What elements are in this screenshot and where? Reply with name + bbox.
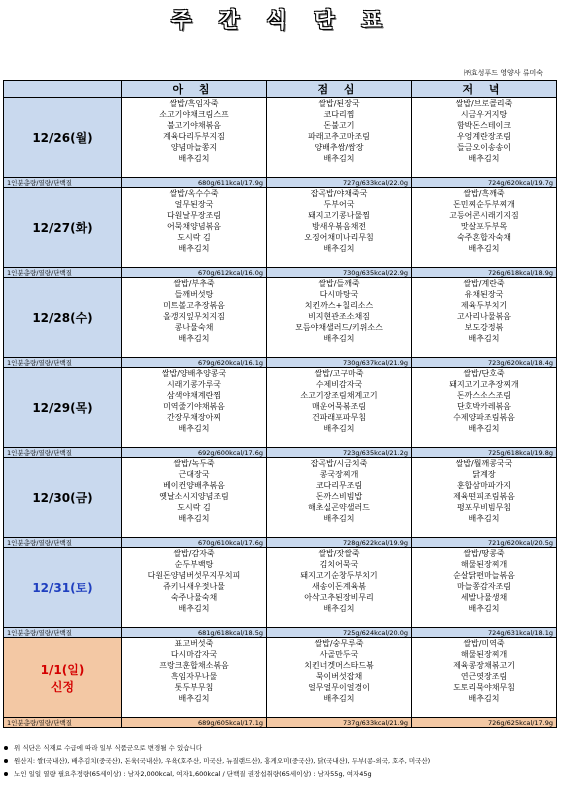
meal-cell-breakfast xyxy=(122,188,267,268)
note-text: 노인 일일 열량 필요추정량(65세이상) : 남자2,000kcal, 여자1,600kcal / 단백질 권장섭취량(65세이상) : 남자55g, 여자45g xyxy=(14,770,372,778)
note-line xyxy=(4,755,559,768)
menu-item: 배추김치 xyxy=(323,244,355,253)
menu-item: 올갱지잎무치지짐 xyxy=(163,312,225,321)
menu-item: 제육두부치기 xyxy=(460,301,508,310)
menu-item: 잡곡밥/시금치죽 xyxy=(310,459,368,468)
menu-item: 돈까스소스조림 xyxy=(456,391,512,400)
date-cell xyxy=(4,458,122,538)
nutrition-value: 724g/631kcal/18.1g xyxy=(412,628,557,638)
nutrition-value: 728g/622kcal/19.9g xyxy=(267,538,412,548)
nutrition-label: 1인분총량/열량/단백질 xyxy=(4,358,122,368)
nutrition-value: 730g/637kcal/21.9g xyxy=(267,358,412,368)
menu-item: 배추김치 xyxy=(323,424,355,433)
menu-item: 배추김치 xyxy=(468,604,500,613)
menu-item: 닭계장 xyxy=(472,470,496,479)
menu-item: 해물된장찌개 xyxy=(460,650,508,659)
menu-item: 소고기장조림채계고기 xyxy=(300,391,378,400)
meal-cell-lunch xyxy=(267,98,412,178)
menu-item: 잡곡밥/야채죽국 xyxy=(310,189,368,198)
menu-item: 흑임자무나물 xyxy=(170,672,218,681)
menu-item: 쌀밥/감자죽 xyxy=(173,549,215,558)
meal-cell-dinner xyxy=(412,188,557,268)
date-label: 12/28(수) xyxy=(32,311,93,325)
note-text: 위 식단은 식재료 수급에 따라 일부 식품군으로 변경될 수 있습니다 xyxy=(14,744,203,752)
nutrition-value: 726g/625kcal/17.9g xyxy=(412,718,557,728)
menu-item: 얼무된장국 xyxy=(174,200,214,209)
menu-item: 간장무채장아찌 xyxy=(166,413,222,422)
menu-item: 옛날소시지양념조림 xyxy=(159,492,229,501)
menu-item: 연근엿장조림 xyxy=(460,672,508,681)
menu-item: 베이컨양배추볶음 xyxy=(163,481,225,490)
nutrition-value: 679g/620kcal/16.1g xyxy=(122,358,267,368)
menu-item: 해물된장찌개 xyxy=(460,560,508,569)
nutrition-value: 727g/633kcal/22.0g xyxy=(267,178,412,188)
date-label: 12/26(월) xyxy=(32,131,93,145)
nutrition-value: 724g/620kcal/19.7g xyxy=(412,178,557,188)
menu-item: 배추김치 xyxy=(178,604,210,613)
menu-item: 코다리찜 xyxy=(323,110,355,119)
menu-item: 방새우볶음채전 xyxy=(311,222,367,231)
menu-item: 쌀밥/부추죽 xyxy=(173,279,215,288)
menu-item: 수제비감자국 xyxy=(315,380,363,389)
nutrition-label: 1인분총량/열량/단백질 xyxy=(4,448,122,458)
notes-section xyxy=(4,742,559,781)
menu-item: 양배추쌈/쌈장 xyxy=(314,143,364,152)
menu-item: 돈불고기 xyxy=(323,121,355,130)
nutrition-row xyxy=(4,538,557,548)
menu-item: 불고기야채볶음 xyxy=(166,121,222,130)
menu-item: 해초실곤약샐러드 xyxy=(308,503,370,512)
menu-item: 우엉계란장조림 xyxy=(456,132,512,141)
day-row xyxy=(4,458,557,538)
menu-item: 매운어묵볶조림 xyxy=(311,402,367,411)
menu-item: 아삭고추된장비무리 xyxy=(304,593,374,602)
meal-cell-lunch xyxy=(267,458,412,538)
menu-item: 쌀밥/땅콩죽 xyxy=(463,549,505,558)
menu-item: 배추김치 xyxy=(468,424,500,433)
meal-cell-breakfast xyxy=(122,638,267,718)
date-cell xyxy=(4,368,122,448)
meal-cell-lunch xyxy=(267,278,412,358)
menu-item: 돼지고기콩나물찜 xyxy=(308,211,370,220)
menu-item: 들금오이송송이 xyxy=(456,143,512,152)
menu-item: 배추김치 xyxy=(468,694,500,703)
menu-item: 콩나물숙채 xyxy=(174,323,214,332)
menu-item: 돼지고기순창두부치기 xyxy=(300,571,378,580)
nutrition-label: 1인분총량/열량/단백질 xyxy=(4,628,122,638)
date-cell xyxy=(4,548,122,628)
menu-item: 비지현관조소채짐 xyxy=(308,312,370,321)
menu-item: 제육콩장채볶고기 xyxy=(453,661,515,670)
menu-item: 쌀밥/고구마죽 xyxy=(314,369,364,378)
menu-item: 배추김치 xyxy=(323,154,355,163)
menu-item: 배추김치 xyxy=(468,514,500,523)
menu-item: 쌀밥/뭘깨콩국국 xyxy=(455,459,513,468)
menu-item: 쌀밥/흑깨죽 xyxy=(463,189,505,198)
meal-cell-dinner xyxy=(412,548,557,628)
day-row xyxy=(4,278,557,358)
menu-item: 표고버섯죽 xyxy=(174,639,214,648)
menu-item: 쌀밥/양배추양콩국 xyxy=(161,369,227,378)
menu-item: 파래고추고마조림 xyxy=(308,132,370,141)
menu-item: 배추김치 xyxy=(468,334,500,343)
menu-item: 마늘쫑감자조림 xyxy=(456,582,512,591)
bullet-icon xyxy=(4,772,8,776)
meal-cell-dinner xyxy=(412,638,557,718)
day-row xyxy=(4,188,557,268)
nutrition-row xyxy=(4,178,557,188)
menu-item: 새송이돈계육볶 xyxy=(311,582,367,591)
nutrition-value: 730g/635kcal/22.9g xyxy=(267,268,412,278)
day-row xyxy=(4,548,557,628)
nutrition-row xyxy=(4,628,557,638)
date-label: 12/30(금) xyxy=(32,491,93,505)
menu-item: 순두부백탕 xyxy=(174,560,214,569)
weekly-menu-table xyxy=(3,80,557,728)
menu-item: 두부어국 xyxy=(323,200,355,209)
menu-item: 쌀밥/단호죽 xyxy=(463,369,505,378)
day-row xyxy=(4,98,557,178)
menu-item: 근대장국 xyxy=(178,470,210,479)
menu-item: 맛살포두부목 xyxy=(460,222,508,231)
menu-item: 시금우거지탕 xyxy=(460,110,508,119)
menu-item: 쌀밥/녹두죽 xyxy=(173,459,215,468)
menu-item: 도시락 김 xyxy=(177,233,211,242)
menu-item: 어묵채양념볶음 xyxy=(166,222,222,231)
note-line xyxy=(4,768,559,781)
nutrition-value: 737g/633kcal/21.9g xyxy=(267,718,412,728)
nutrition-label: 1인분총량/열량/단백질 xyxy=(4,268,122,278)
date-cell xyxy=(4,98,122,178)
meal-cell-breakfast xyxy=(122,98,267,178)
menu-item: 코다리무조림 xyxy=(315,481,363,490)
date-label: 12/27(화) xyxy=(32,221,93,235)
menu-item: 미역줄기야채볶음 xyxy=(163,402,225,411)
menu-item: 콩국장찌개 xyxy=(319,470,359,479)
meal-cell-dinner xyxy=(412,368,557,448)
menu-item: 돈까스비빔밥 xyxy=(315,492,363,501)
menu-item: 다원날무장조림 xyxy=(166,211,222,220)
menu-item: 쌀밥/들깨죽 xyxy=(318,279,360,288)
menu-item: 배추김치 xyxy=(468,154,500,163)
menu-item: 함박돈스테이크 xyxy=(456,121,512,130)
menu-item: 치킨너겟머스타드볶 xyxy=(304,661,374,670)
menu-item: 톳두부무침 xyxy=(174,683,214,692)
menu-item: 시래기콩가루국 xyxy=(166,380,222,389)
meal-cell-breakfast xyxy=(122,458,267,538)
menu-item: 김치어묵국 xyxy=(319,560,359,569)
date-label: 12/31(토) xyxy=(32,581,93,595)
menu-item: 계육다리두부지짐 xyxy=(163,132,225,141)
menu-item: 삼색야채계란찜 xyxy=(166,391,222,400)
bullet-icon xyxy=(4,746,8,750)
menu-item: 돈민찌순두부찌개 xyxy=(453,200,515,209)
nutrition-label: 1인분총량/열량/단백질 xyxy=(4,718,122,728)
menu-item: 돼지고기고추장찌개 xyxy=(449,380,519,389)
menu-item: 모듬야채샐러드/키위소스 xyxy=(295,323,383,332)
menu-item: 훈합삼마파가지 xyxy=(456,481,512,490)
nutrition-value: 680g/611kcal/17.9g xyxy=(122,178,267,188)
menu-item: 유채된장국 xyxy=(464,290,504,299)
menu-item: 배추김치 xyxy=(323,604,355,613)
header-dinner: 저 녁 xyxy=(412,81,557,98)
menu-item: 배추김치 xyxy=(178,424,210,433)
day-row xyxy=(4,638,557,718)
menu-item: 치킨까스+칠리소스 xyxy=(304,301,374,310)
nutrition-label: 1인분총량/열량/단백질 xyxy=(4,178,122,188)
holiday-label: 신정 xyxy=(50,679,75,694)
menu-item: 쌀밥/잣쌀죽 xyxy=(318,549,360,558)
menu-item: 묵이버섯잡채 xyxy=(315,672,363,681)
nutrition-label: 1인분총량/열량/단백질 xyxy=(4,538,122,548)
meal-cell-lunch xyxy=(267,548,412,628)
nutrition-row xyxy=(4,448,557,458)
menu-item: 쌀밥/숭무루죽 xyxy=(314,639,364,648)
date-cell xyxy=(4,188,122,268)
nutrition-value: 725g/618kcal/19.8g xyxy=(412,448,557,458)
menu-item: 수제양파조림볶음 xyxy=(453,413,515,422)
table-header-row xyxy=(4,81,557,98)
nutrition-value: 670g/610kcal/17.6g xyxy=(122,538,267,548)
menu-item: 배추김치 xyxy=(178,514,210,523)
menu-item: 고사리나물볶음 xyxy=(456,312,512,321)
menu-item: 제육떤피조림볶음 xyxy=(453,492,515,501)
day-row xyxy=(4,368,557,448)
menu-item: 평포무비빔무침 xyxy=(456,503,512,512)
meal-cell-lunch xyxy=(267,188,412,268)
header-lunch: 점 심 xyxy=(267,81,412,98)
menu-item: 오징어채미나리무침 xyxy=(304,233,374,242)
menu-item: 배추김치 xyxy=(178,334,210,343)
meal-cell-lunch xyxy=(267,638,412,718)
menu-item: 사골만두국 xyxy=(319,650,359,659)
menu-item: 소고기야채크림스프 xyxy=(159,110,229,119)
menu-item: 쌀밥/브로콜리죽 xyxy=(455,99,513,108)
date-cell xyxy=(4,278,122,358)
nutrition-value: 723g/635kcal/21.2g xyxy=(267,448,412,458)
menu-item: 프랑크훈합채소볶음 xyxy=(159,661,229,670)
meal-cell-dinner xyxy=(412,458,557,538)
nutrition-value: 670g/612kcal/16.0g xyxy=(122,268,267,278)
menu-item: 배추김치 xyxy=(178,154,210,163)
menu-item: 건파래포파무침 xyxy=(311,413,367,422)
meal-cell-dinner xyxy=(412,278,557,358)
nutrition-value: 726g/618kcal/18.9g xyxy=(412,268,557,278)
menu-item: 다시마탕국 xyxy=(319,290,359,299)
date-label: 12/29(목) xyxy=(32,401,93,415)
menu-item: 도시락 김 xyxy=(177,503,211,512)
note-line xyxy=(4,742,559,755)
menu-item: 쌀밥/미역죽 xyxy=(463,639,505,648)
nutrition-value: 689g/605kcal/17.1g xyxy=(122,718,267,728)
header-blank-cell xyxy=(4,81,122,98)
menu-item: 배추김치 xyxy=(323,514,355,523)
menu-item: 쌀밥/옥수수죽 xyxy=(169,189,219,198)
menu-item: 들깨버섯탕 xyxy=(174,290,214,299)
meal-cell-breakfast xyxy=(122,548,267,628)
nutrition-value: 723g/620kcal/18.4g xyxy=(412,358,557,368)
menu-item: 숙주혼합자숙채 xyxy=(456,233,512,242)
menu-item: 쌀밥/계란죽 xyxy=(463,279,505,288)
menu-item: 순살닭편마늘볶음 xyxy=(453,571,515,580)
nutrition-row xyxy=(4,268,557,278)
note-text: 원산지: 쌀(국내산), 배추김치(중국산), 돈육(국내산), 우육(호주산, 미국산, 뉴질랜드산), 홍게오미(중국산), 닭(국내산), 두부(콩-외국, 호주, 미국산) xyxy=(14,757,431,765)
menu-item: 다원돈양념버섯무지무치피 xyxy=(147,571,241,580)
menu-item: 배추김치 xyxy=(178,244,210,253)
menu-item: 도토리묵야채무침 xyxy=(453,683,515,692)
menu-item: 얼무얼무이얼경이 xyxy=(308,683,370,692)
menu-item: 쌀밥/흑임자죽 xyxy=(169,99,219,108)
date-cell xyxy=(4,638,122,718)
date-label: 1/1(일) xyxy=(40,662,85,677)
menu-item: 세발나물생채 xyxy=(460,593,508,602)
menu-item: 배추김치 xyxy=(178,694,210,703)
menu-item: 쥬키니새우젓나물 xyxy=(163,582,225,591)
meal-cell-dinner xyxy=(412,98,557,178)
nutrition-value: 681g/618kcal/18.5g xyxy=(122,628,267,638)
nutrition-row xyxy=(4,358,557,368)
menu-item: 다시마감자국 xyxy=(170,650,218,659)
menu-item: 배추김치 xyxy=(468,244,500,253)
organization-label: ㈜효성푸드 영양사 류미숙 xyxy=(463,69,543,77)
menu-item: 숙주나물숙채 xyxy=(170,593,218,602)
nutrition-value: 692g/600kcal/17.6g xyxy=(122,448,267,458)
header-breakfast: 아 침 xyxy=(122,81,267,98)
menu-item: 미트볼고추장볶음 xyxy=(163,301,225,310)
nutrition-row xyxy=(4,718,557,728)
meal-cell-breakfast xyxy=(122,278,267,358)
meal-cell-breakfast xyxy=(122,368,267,448)
menu-item: 단호박카레볶음 xyxy=(456,402,512,411)
nutrition-value: 725g/624kcal/20.0g xyxy=(267,628,412,638)
menu-item: 보도강정볶 xyxy=(464,323,504,332)
meal-cell-lunch xyxy=(267,368,412,448)
menu-item: 고등어콘시래기지짐 xyxy=(449,211,519,220)
nutrition-value: 721g/620kcal/20.5g xyxy=(412,538,557,548)
menu-body xyxy=(4,98,557,728)
menu-item: 배추김치 xyxy=(323,334,355,343)
page-title: 주 간 식 단 표 xyxy=(171,8,392,32)
menu-item: 쌀밥/된장국 xyxy=(318,99,360,108)
menu-item: 양념마늘쫑지 xyxy=(170,143,218,152)
bullet-icon xyxy=(4,759,8,763)
menu-item: 배추김치 xyxy=(323,694,355,703)
